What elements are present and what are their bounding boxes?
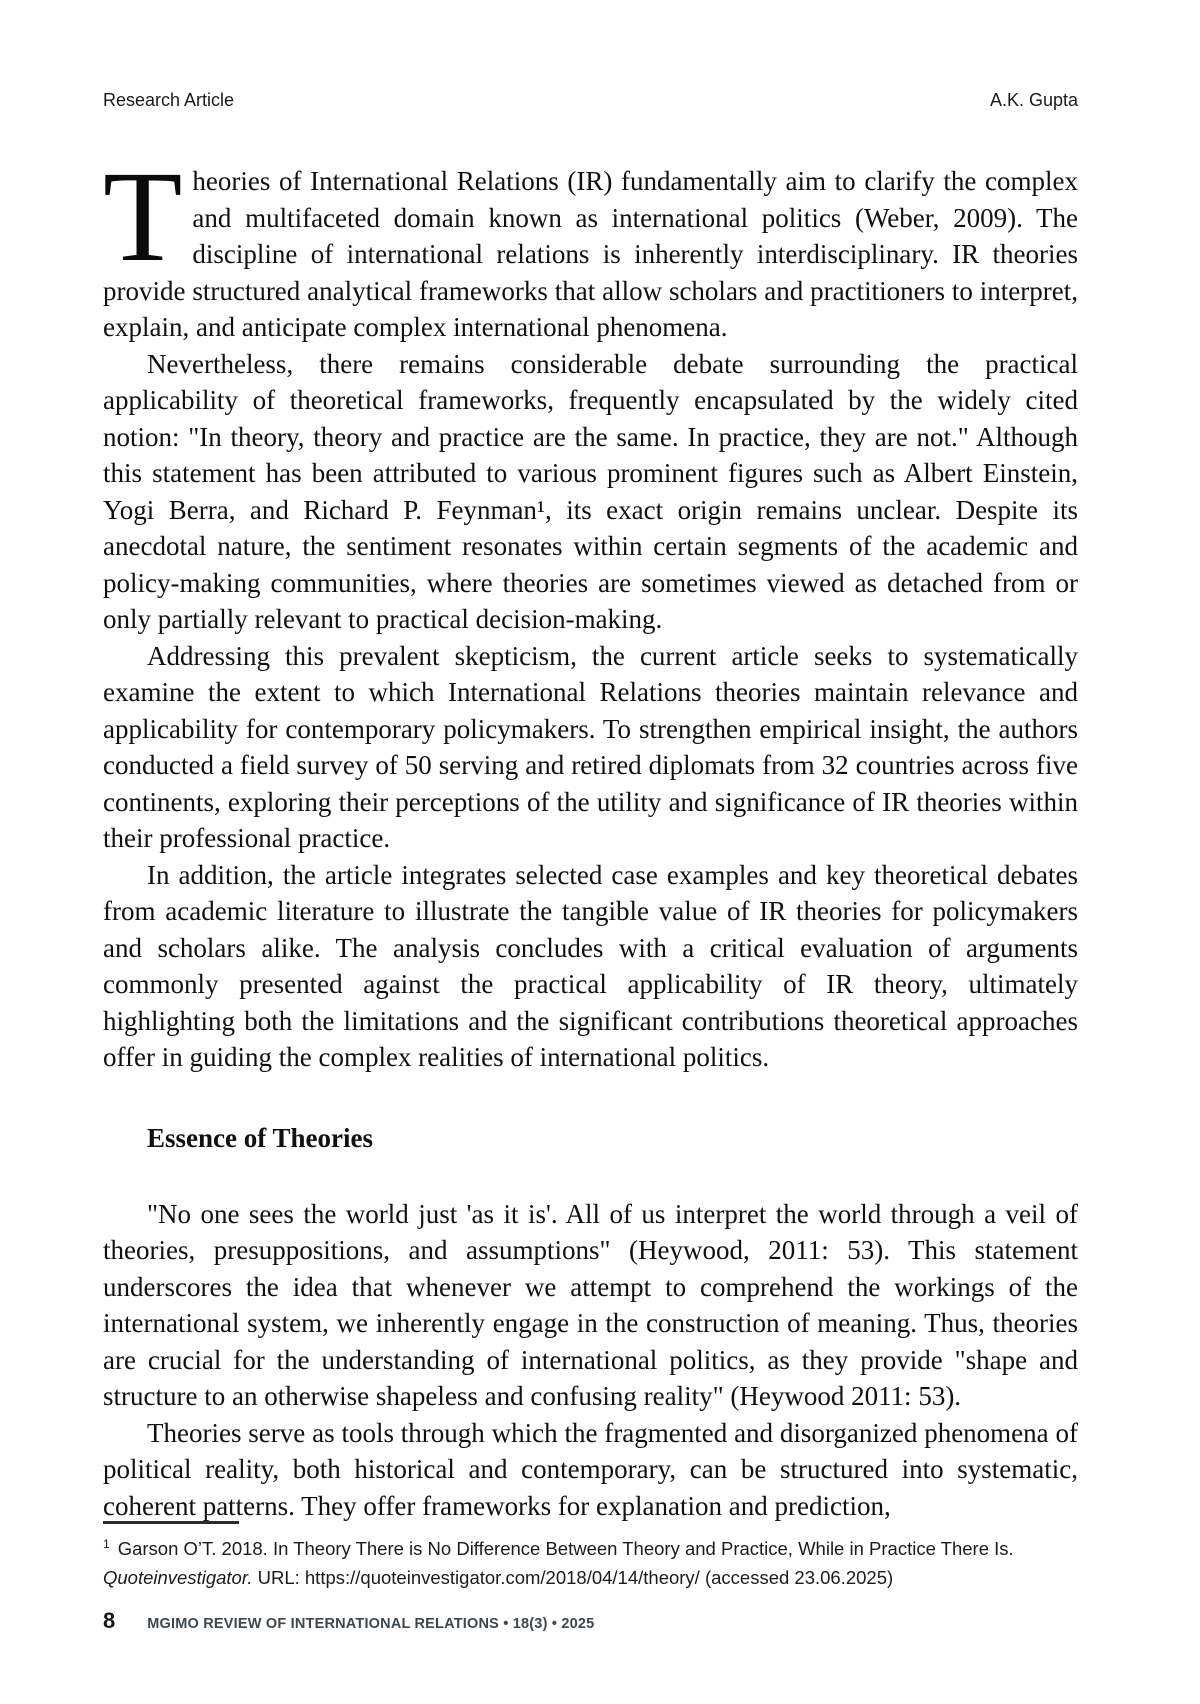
footnote-text-after: URL: https://quoteinvestigator.com/2018/04/14/theory/ (accessed 23.06.2025) — [252, 1567, 894, 1588]
paragraph-intro — [103, 145, 1078, 346]
paragraph-theories-tools: Theories serve as tools through which the fragmented and disorganized phenomena of political reality, both historical and contemporary, can be structured into systematic, coherent patterns. They offer frameworks for explanation and prediction, — [103, 1417, 1078, 1521]
footnote-area — [103, 1521, 1078, 1592]
paragraph-survey: Addressing this prevalent skepticism, the current article seeks to systematically examine the extent to which International Relations theories maintain relevance and applicability for contemporary policymakers. To strengthen empirical insight, the authors conducted a field survey of 50 serving and retired diplomats from 32 countries across five continents, exploring their perceptions of the utility and significance of IR theories within their professional practice. — [103, 640, 1078, 853]
footnote-divider — [103, 1521, 239, 1524]
footnote-marker: 1 — [103, 1536, 110, 1551]
page-header — [103, 90, 1078, 111]
drop-cap: T — [103, 145, 183, 289]
paragraph-intro-text: heories of International Relations (IR) fundamentally aim to clarify the complex and multifaceted domain known as international politics (Weber, 2009). The discipline of international relations is inherently interdisciplinary. IR theories provide structured analytical frameworks that allow scholars and practitioners to interpret, explain, and anticipate complex international phenomena. — [103, 166, 1078, 342]
paragraph-case-examples: In addition, the article integrates selected case examples and key theoretical debates from academic literature to illustrate the tangible value of IR theories for policymakers and scholars alike. The analysis concludes with a critical evaluation of arguments commonly presented against the practical applicability of IR theory, ultimately highlighting both the limitations and the significant contributions theoretical approaches offer in guiding the complex realities of international politics. — [103, 859, 1078, 1072]
footnote-text: Garson O’T. 2018. In Theory There is No Difference Between Theory and Practice, While in Practice There Is. — [117, 1538, 1014, 1559]
journal-title: MGIMO REVIEW OF INTERNATIONAL RELATIONS • 18(3) • 2025 — [147, 1616, 595, 1632]
header-article-type: Research Article — [103, 90, 235, 110]
article-body — [103, 145, 1078, 1524]
paragraph-heywood-quote: "No one sees the world just 'as it is'. All of us interpret the world through a veil of theories, presuppositions, and assumptions" (Heywood, 2011: 53). This statement underscores the idea that whenever we attempt to comprehend the workings of the international system, we inherently engage in the construction of meaning. Thus, theories are crucial for the understanding of international politics, as they provide "shape and structure to an otherwise shapeless and confusing reality" (Heywood 2011: 53). — [103, 1198, 1078, 1411]
page-number: 8 — [103, 1608, 116, 1633]
section-heading: Essence of Theories — [147, 1122, 373, 1153]
page-footer — [103, 1608, 1078, 1634]
footnote — [103, 1534, 1078, 1592]
footnote-source-italic: Quoteinvestigator. — [103, 1567, 253, 1588]
paragraph-debate: Nevertheless, there remains considerable debate surrounding the practical applicability of theoretical frameworks, frequently encapsulated by the widely cited notion: "In theory, theory and practice are the same. In practice, they are not." Although this statement has been attributed to various prominent figures such as Albert Einstein, Yogi Berra, and Richard P. Feynman¹, its exact origin remains unclear. Despite its anecdotal nature, the sentiment resonates within certain segments of the academic and policy-making communities, where theories are sometimes viewed as detached from or only partially relevant to practical decision-making. — [103, 348, 1078, 634]
header-author: A.K. Gupta — [989, 90, 1078, 110]
